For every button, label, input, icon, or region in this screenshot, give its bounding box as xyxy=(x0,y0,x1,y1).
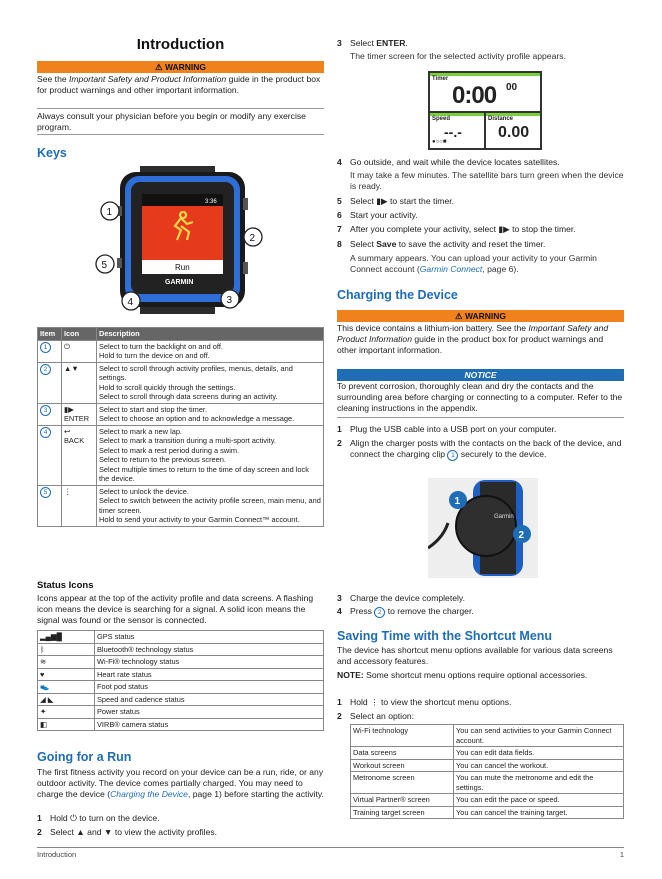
divider xyxy=(37,134,324,135)
keys-table xyxy=(37,327,324,527)
down-arrow-icon: ▼ xyxy=(103,827,113,837)
back-arrow-icon: ↩ xyxy=(64,426,71,436)
play-pause-icon: ▮▶ xyxy=(64,404,74,414)
divider xyxy=(37,108,324,109)
description-cell: Select to unlock the device. Select to switch between the activity profile screen, main menu, and timer screen. Hold to send your activity to your Garmin Connect™ account. xyxy=(97,485,324,526)
shortcut-options-table xyxy=(350,724,624,819)
play-pause-icon: ▮▶ xyxy=(376,196,388,206)
note-text: NOTE: Some shortcut menu options require optional accessories. xyxy=(337,670,588,680)
warning-bar xyxy=(37,61,324,73)
menu-dots-icon: ⋮ xyxy=(370,697,379,707)
table-header-row xyxy=(38,328,324,341)
table-row: Metronome screen You can mute the metronome and edit the settings. xyxy=(351,772,624,794)
notice-text: To prevent corrosion, thoroughly clean and dry the contacts and the surrounding area before charging or connecting to a computer. Refer to the cleaning instructions in the appendix. xyxy=(337,381,623,413)
step8-sub: A summary appears. You can upload your activity to your Garmin Connect account (Garmin Connect, page 6). xyxy=(350,253,597,274)
warning-triangle-icon: ⚠ xyxy=(454,311,463,321)
charging-link[interactable]: Charging the Device xyxy=(110,789,188,799)
callout-2: 2 xyxy=(518,530,525,541)
step3-sub: The timer screen for the selected activity profile appears. xyxy=(350,51,566,61)
icon-caption: BACK xyxy=(64,436,85,445)
item-number: 4 xyxy=(40,427,51,438)
callout-1: 1 xyxy=(454,496,461,507)
watch-brand: GARMIN xyxy=(165,279,194,286)
speed-cadence-icon: ◢ ◣ xyxy=(40,694,54,704)
camera-icon: ◧ xyxy=(40,719,47,729)
status-icons-heading: Status Icons xyxy=(37,580,94,591)
timer-value: 0:00 xyxy=(452,82,497,109)
table-row: Workout screen You can cancel the workout. xyxy=(351,759,624,772)
table-row: Training target screen You can cancel the training target. xyxy=(351,806,624,819)
warning-triangle-icon: ⚠ xyxy=(154,62,163,72)
timer-seconds: 00 xyxy=(506,82,518,93)
table-row: Wi-Fi technology You can send activities to your Garmin Connect account. xyxy=(351,725,624,747)
callout-5: 5 xyxy=(101,260,108,271)
description-cell: Select to mark a new lap. Select to mark a transition during a multi-sport activity. Select to mark a rest period during a swim. Select to return to the previous screen. Select multiple times to return to the time of day screen and lock the device. xyxy=(97,425,324,485)
step4-sub: It may take a few minutes. The satellite bars turn green when the device is ready. xyxy=(350,170,624,191)
charger-illustration xyxy=(428,478,538,578)
table-row xyxy=(38,362,324,403)
distance-value: 0.00 xyxy=(498,124,530,141)
footer-rule xyxy=(37,847,624,848)
shortcut-heading: Saving Time with the Shortcut Menu xyxy=(337,629,553,643)
speed-label: Speed xyxy=(432,116,451,122)
status-icons-text: Icons appear at the top of the activity profile and data screens. A flashing icon means the device is searching for a signal. A solid icon means the signal was found or the sensor is connected. xyxy=(37,593,314,625)
garmin-connect-link[interactable]: Garmin Connect xyxy=(419,264,483,274)
callout-2-icon: 2 xyxy=(374,607,385,618)
table-row: ♥ Heart rate status xyxy=(38,668,324,681)
side-button-right xyxy=(243,262,248,274)
speed-value: --.- xyxy=(444,124,462,140)
page-title: Introduction xyxy=(136,36,225,53)
divider xyxy=(337,417,624,418)
callout-2: 2 xyxy=(249,233,256,244)
up-down-arrows-icon: ▲▼ xyxy=(64,363,79,373)
table-header: Description xyxy=(97,328,324,341)
going-for-run-text: The first fitness activity you record on your device can be a run, ride, or any outdoor activity. The device comes partially charged. You may need to charge the device (Charging the Device, page 1) before starting the activity. xyxy=(37,767,324,799)
physician-text: Always consult your physician before you begin or modify any exercise program. xyxy=(37,111,306,132)
power-icon: ⏻ xyxy=(70,813,77,823)
description-cell: Select to scroll through activity profiles, menus, details, and settings. Hold to scroll quickly through the settings. Select to scroll through data screens during an activity. xyxy=(97,362,324,403)
table-row: ≋ Wi-Fi® technology status xyxy=(38,656,324,669)
side-button-right xyxy=(243,198,248,210)
item-number: 5 xyxy=(40,487,51,498)
shortcut-text: The device has shortcut menu options available for various data screens and accessory features. xyxy=(337,645,613,666)
footer-section: Introduction xyxy=(37,850,77,859)
callout-4: 4 xyxy=(127,297,134,308)
power-icon: ✦ xyxy=(40,707,47,716)
table-row: ᛒ Bluetooth® technology status xyxy=(38,643,324,656)
item-number: 3 xyxy=(40,405,51,416)
battery-warning-text: This device contains a lithium-ion battery. See the Important Safety and Product Information guide in the product box for product warnings and other important information. xyxy=(337,323,609,355)
side-button-left xyxy=(117,258,122,268)
table-row xyxy=(38,485,324,526)
timer-screen xyxy=(428,71,542,150)
table-row xyxy=(38,403,324,425)
gps-dots-icon: ●○○■ xyxy=(432,139,447,145)
up-arrow-icon: ▲ xyxy=(76,827,85,837)
item-number: 2 xyxy=(40,364,51,375)
callout-1: 1 xyxy=(106,207,113,218)
status-icons-table xyxy=(37,630,324,731)
timer-label: Timer xyxy=(432,76,449,82)
callout-3: 3 xyxy=(226,295,233,306)
description-cell: Select to turn the backlight on and off. Hold to turn the device on and off. xyxy=(97,340,324,362)
table-row xyxy=(38,340,324,362)
wifi-icon: ≋ xyxy=(40,657,47,666)
heart-icon: ♥ xyxy=(40,669,45,679)
charging-heading: Charging the Device xyxy=(337,288,458,302)
table-row: ◢ ◣ Speed and cadence status xyxy=(38,693,324,706)
bluetooth-icon: ᛒ xyxy=(40,644,45,654)
watch-illustration xyxy=(95,166,270,314)
screen-time: 3:36 xyxy=(205,199,217,205)
going-for-run-heading: Going for a Run xyxy=(37,750,132,764)
table-header: Item xyxy=(38,328,62,341)
screen-label: Run xyxy=(175,263,190,272)
table-row: ✦ Power status xyxy=(38,706,324,719)
notice-bar: NOTICE xyxy=(337,369,624,381)
table-row: Virtual Partner® screen You can edit the pace or speed. xyxy=(351,794,624,807)
callout-1-icon: 1 xyxy=(447,450,458,461)
table-header: Icon xyxy=(62,328,97,341)
table-row: Data screens You can edit data fields. xyxy=(351,747,624,760)
warning-label: WARNING xyxy=(164,62,207,72)
menu-dots-icon: ⋮ xyxy=(64,486,72,496)
warning-text: See the Important Safety and Product Information guide in the product box for product warnings and other important information. xyxy=(37,74,321,95)
signal-bars-icon: ▂▄▆█ xyxy=(40,632,62,641)
table-row: ▂▄▆█ GPS status xyxy=(38,631,324,644)
foot-pod-icon: 👟 xyxy=(40,682,50,691)
icon-caption: ENTER xyxy=(64,414,90,423)
page-number: 1 xyxy=(619,850,624,859)
table-row xyxy=(38,425,324,485)
power-icon: ⏻ xyxy=(64,341,70,351)
warning-bar xyxy=(337,310,624,322)
item-number: 1 xyxy=(40,342,51,353)
charger-brand: Garmin xyxy=(494,514,514,520)
play-pause-icon: ▮▶ xyxy=(498,224,510,234)
warning-label: WARNING xyxy=(464,311,507,321)
table-row: ◧ VIRB® camera status xyxy=(38,718,324,731)
table-row: 👟 Foot pod status xyxy=(38,681,324,694)
distance-label: Distance xyxy=(488,116,514,122)
description-cell: Select to start and stop the timer. Select to choose an option and to acknowledge a message. xyxy=(97,403,324,425)
keys-heading: Keys xyxy=(37,146,67,160)
